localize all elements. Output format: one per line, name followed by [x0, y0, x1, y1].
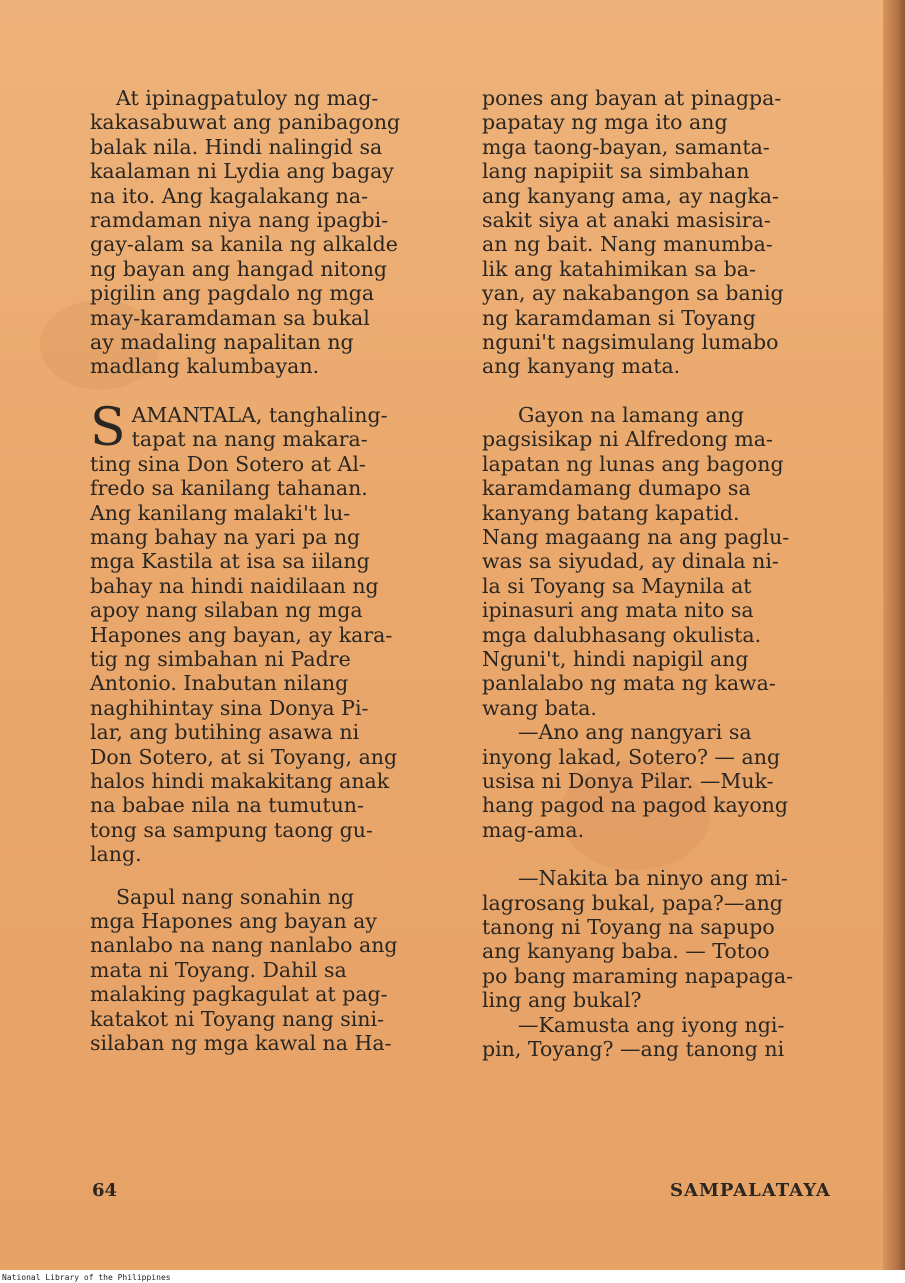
right-paragraph-4: —Nakita ba ninyo ang mi- lagrosang bukal, papa?—ang tanong ni Toyang na sapupo ang kanyang baba. — Totoo po bang maraming napapaga- ling ang bukal? [482, 866, 794, 1013]
magazine-title: SAMPALATAYA [670, 1180, 831, 1201]
left-column [90, 86, 456, 1055]
right-paragraph-3: —Ano ang nangyari sa inyong lakad, Sotero? — ang usisa ni Donya Pilar. —Muk- hang pagod na pagod kayong mag-ama. [482, 720, 788, 842]
library-credit: National Library of the Philippines [2, 1273, 171, 1282]
right-column [482, 86, 856, 1061]
left-paragraph-1: At ipinagpatuloy ng mag- kakasabuwat ang panibagong balak nila. Hindi nalingid sa kaalaman ni Lydia ang bagay na ito. Ang kagalakang na- ramdaman niya nang ipagbi- gay-alam sa kanila ng alkalde ng bayan ang hangad nitong pigilin ang pagdalo ng mga may-karamdaman sa bukal ay madaling napalitan ng madlang kalumbayan. [90, 86, 401, 379]
left-paragraph-3: Sapul nang sonahin ng mga Hapones ang bayan ay nanlabo na nang nanlabo ang mata ni Toyang. Dahil sa malaking pagkagulat at pag- katakot ni Toyang nang sini- silaban ng mga kawal na Ha- [90, 884, 398, 1056]
credit-strip [0, 1270, 905, 1283]
drop-cap: S [90, 397, 126, 458]
page-number: 64 [92, 1180, 118, 1201]
page-edge [883, 0, 905, 1270]
right-paragraph-1: pones ang bayan at pinagpa- papatay ng mga ito ang mga taong-bayan, samanta- lang napipiit sa simbahan ang kanyang ama, ay nagka- sakit siya at anaki masisira- an ng bait. Nang manumba- lik ang katahimikan sa ba- yan, ay nakabangon sa banig ng karamdaman si Toyang nguni't nagsimulang lumabo ang kanyang mata. [482, 86, 784, 379]
right-paragraph-5: —Kamusta ang iyong ngi- pin, Toyang? —ang tanong ni [482, 1012, 785, 1062]
left-paragraph-2: AMANTALA, tanghaling- tapat na nang makara- ting sina Don Sotero at Al- fredo sa kanilang tahanan. Ang kanilang malaki't lu- mang bahay na yari pa ng mga Kastila at isa sa iilang bahay na hindi naidilaan ng apoy nang silaban ng mga Hapones ang bayan, ay kara- tig ng simbahan ni Padre Antonio. Inabutan nilang naghihintay sina Donya Pi- lar, ang butihing asawa ni Don Sotero, at si Toyang, ang halos hindi makakitang anak na babae nila na tumutun- tong sa sampung taong gu- lang. [90, 402, 398, 867]
right-paragraph-2: Gayon na lamang ang pagsisikap ni Alfredong ma- lapatan ng lunas ang bagong karamdamang dumapo sa kanyang batang kapatid. Nang magaang na ang paglu- was sa siyudad, ay dinala ni- la si Toyang sa Maynila at ipinasuri ang mata nito sa mga dalubhasang okulista. Nguni't, hindi napigil ang panlalabo ng mata ng kawa- wang bata. [482, 402, 790, 720]
